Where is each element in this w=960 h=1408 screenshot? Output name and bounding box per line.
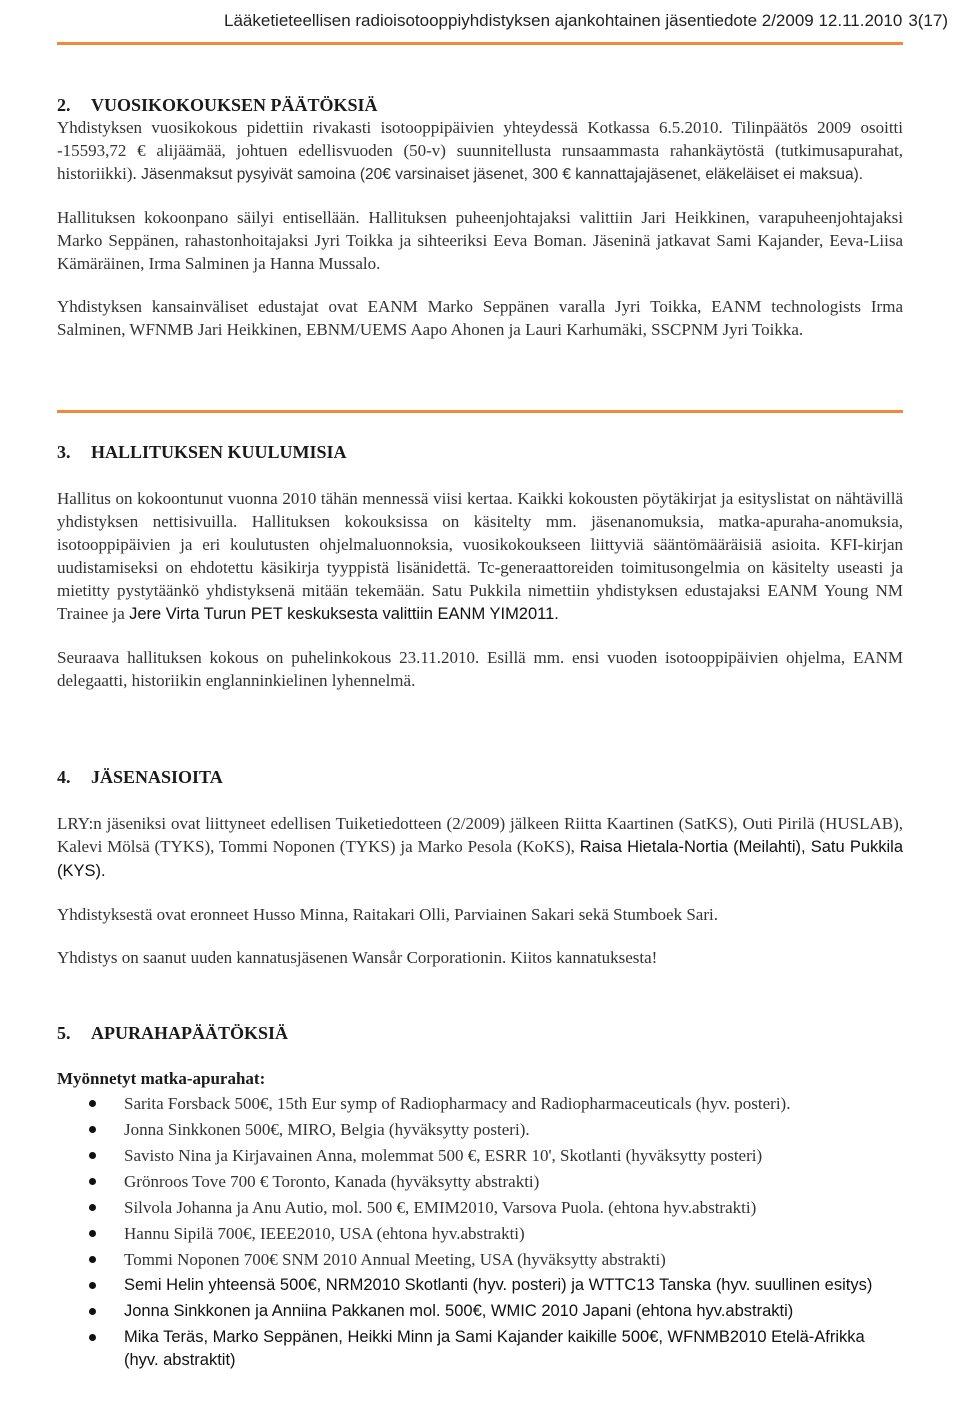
paragraph-text: Yhdistyksen vuosikokous pidettiin rivakasti isotooppipäivien yhteydessä Kotkassa 6.5.2010. Tilinpäätös 2009 osoitti -15593,72 € alijäämää, johtuen edellisvuoden (50-v) suunnitellusta runsaammasta rahankäytöstä (tutkimusapurahat, historiikki). bbox=[57, 118, 903, 183]
section-title: HALLITUKSEN KUULUMISIA bbox=[91, 442, 347, 462]
page-header bbox=[0, 0, 960, 42]
bullet-icon bbox=[89, 1282, 96, 1289]
bullet-icon bbox=[89, 1256, 96, 1263]
section-number: 2. bbox=[57, 95, 71, 115]
section-5 bbox=[57, 1022, 903, 1372]
paragraph-text: LRY:n jäseniksi ovat liittyneet edellisen Tuiketiedotteen (2/2009) jälkeen Riitta Kaartinen (SatKS), Outi Pirilä (HUSLAB), Kalevi Mölsä (TYKS), Tommi Noponen (TYKS) ja Marko Pesola (KoKS), bbox=[57, 814, 903, 856]
paragraph: Yhdistyksen kansainväliset edustajat ovat EANM Marko Seppänen varalla Jyri Toikka, EANM technologists Irma Salminen, WFNMB Jari Heikkinen, EBNM/UEMS Aapo Ahonen ja Lauri Karhumäki, SSCPNM Jyri Toikka. bbox=[57, 297, 903, 339]
list-item bbox=[57, 1170, 903, 1193]
list-item bbox=[57, 1300, 903, 1323]
bullet-icon bbox=[89, 1100, 96, 1107]
bullet-icon bbox=[89, 1178, 96, 1185]
section-number: 3. bbox=[57, 442, 71, 462]
bullet-icon bbox=[89, 1152, 96, 1159]
bullet-icon bbox=[89, 1308, 96, 1315]
paragraph: Yhdistys on saanut uuden kannatusjäsenen Wansår Corporationin. Kiitos kannatuksesta! bbox=[57, 948, 658, 967]
list-item bbox=[57, 1274, 903, 1297]
list-item-text: Savisto Nina ja Kirjavainen Anna, molemmat 500 €, ESRR 10', Skotlanti (hyväksytty posteri) bbox=[124, 1146, 763, 1165]
paragraph: Seuraava hallituksen kokous on puhelinkokous 23.11.2010. Esillä mm. ensi vuoden isotooppipäivien ohjelma, EANM delegaatti, historiikin englanninkielinen lyhennelmä. bbox=[57, 648, 903, 690]
list-item-text: Jonna Sinkkonen ja Anniina Pakkanen mol. 500€, WMIC 2010 Japani (ehtona hyv.abstrakti) bbox=[124, 1302, 794, 1320]
paragraph: Hallituksen kokoonpano säilyi entisellään. Hallituksen puheenjohtajaksi valittiin Jari Heikkinen, varapuheenjohtajaksi Marko Seppänen, rahastonhoitajaksi Jyri Toikka ja sihteeriksi Eeva Boman. Jäseninä jatkavat Sami Kajander, Eeva-Liisa Kämäräinen, Irma Salminen ja Hanna Mussalo. bbox=[57, 208, 903, 273]
paragraph-text: Jere Virta Turun PET keskuksesta valittiin EANM YIM2011. bbox=[129, 605, 559, 623]
section-5-heading bbox=[57, 1022, 903, 1044]
list-item-text: Grönroos Tove 700 € Toronto, Kanada (hyväksytty abstrakti) bbox=[124, 1172, 540, 1191]
list-item-text: Sarita Forsback 500€, 15th Eur symp of Radiopharmacy and Radiopharmaceuticals (hyv. posteri). bbox=[124, 1094, 791, 1113]
section-2 bbox=[57, 94, 903, 341]
paragraph: Yhdistyksestä ovat eronneet Husso Minna, Raitakari Olli, Parviainen Sakari sekä Stumboek Sari. bbox=[57, 905, 718, 924]
grants-list bbox=[57, 1092, 903, 1372]
section-title: JÄSENASIOITA bbox=[91, 767, 223, 787]
section-number: 4. bbox=[57, 767, 71, 787]
list-item bbox=[57, 1248, 903, 1271]
paragraph-text: Raisa Hietala-Nortia (Meilahti), Satu Pukkila (KYS). bbox=[57, 838, 904, 880]
section-divider bbox=[57, 410, 903, 413]
section-number: 5. bbox=[57, 1023, 71, 1043]
header-page-number: 3(17) bbox=[908, 11, 948, 30]
section-4 bbox=[57, 766, 903, 969]
bullet-icon bbox=[89, 1126, 96, 1133]
section-title: VUOSIKOKOUKSEN PÄÄTÖKSIÄ bbox=[91, 95, 378, 115]
list-item bbox=[57, 1118, 903, 1141]
section-title: APURAHAPÄÄTÖKSIÄ bbox=[91, 1023, 289, 1043]
section-3-heading bbox=[57, 441, 903, 463]
bullet-icon bbox=[89, 1204, 96, 1211]
header-title: Lääketieteellisen radioisotooppiyhdistyksen ajankohtainen jäsentiedote 2/2009 12.11.2010 bbox=[224, 11, 903, 30]
paragraph-text: Hallitus on kokoontunut vuonna 2010 tähän mennessä viisi kertaa. Kaikki kokousten pöytäkirjat ja esityslistat on nähtävillä yhdistyksen nettisivuilla. Hallituksen kokouksissa on käsitelty mm. jäsenanomuksia, matka-apuraha-anomuksia, isotooppipäivien ja eri koulutusten ohjelmaluonnoksia, vuosikokoukseen liittyviä sääntömääräisiä asioita. KFI-kirjan uudistamiseksi on ehdotettu käsikirja tyyppistä lisänidettä. Tc-generaattoreiden toimitusongelmia on käsitelty useasti ja mietitty pystytäänkö yhdistyksenä mitään tekemään. Satu Pukkila nimettiin yhdistyksen edustajaksi EANM Young NM Trainee ja bbox=[57, 489, 903, 623]
bullet-icon bbox=[89, 1230, 96, 1237]
list-item bbox=[57, 1092, 903, 1115]
section-2-heading bbox=[57, 94, 903, 116]
list-item bbox=[57, 1144, 903, 1167]
paragraph bbox=[57, 116, 903, 186]
bullet-icon bbox=[89, 1334, 96, 1341]
list-item-text: Mika Teräs, Marko Seppänen, Heikki Minn ja Sami Kajander kaikille 500€, WFNMB2010 Etelä-Afrikka (hyv. abstraktit) bbox=[124, 1328, 865, 1369]
list-item-text: Jonna Sinkkonen 500€, MIRO, Belgia (hyväksytty posteri). bbox=[124, 1120, 530, 1139]
list-item-text: Tommi Noponen 700€ SNM 2010 Annual Meeting, USA (hyväksytty abstrakti) bbox=[124, 1250, 666, 1269]
list-item-text: Silvola Johanna ja Anu Autio, mol. 500 €, EMIM2010, Varsova Puola. (ehtona hyv.abstrakti) bbox=[124, 1198, 757, 1217]
grants-subtitle: Myönnetyt matka-apurahat: bbox=[57, 1069, 266, 1088]
list-item-text: Semi Helin yhteensä 500€, NRM2010 Skotlanti (hyv. posteri) ja WTTC13 Tanska (hyv. suullinen esitys) bbox=[124, 1276, 873, 1294]
paragraph bbox=[57, 487, 903, 626]
section-3 bbox=[57, 441, 903, 692]
section-4-heading bbox=[57, 766, 903, 788]
paragraph bbox=[57, 812, 903, 883]
list-item bbox=[57, 1326, 903, 1372]
list-item bbox=[57, 1196, 903, 1219]
header-rule bbox=[57, 42, 903, 45]
paragraph-text: Jäsenmaksut pysyivät samoina (20€ varsinaiset jäsenet, 300 € kannattajajäsenet, eläkeläiset ei maksua). bbox=[141, 166, 864, 183]
list-item-text: Hannu Sipilä 700€, IEEE2010, USA (ehtona hyv.abstrakti) bbox=[124, 1224, 525, 1243]
list-item bbox=[57, 1222, 903, 1245]
